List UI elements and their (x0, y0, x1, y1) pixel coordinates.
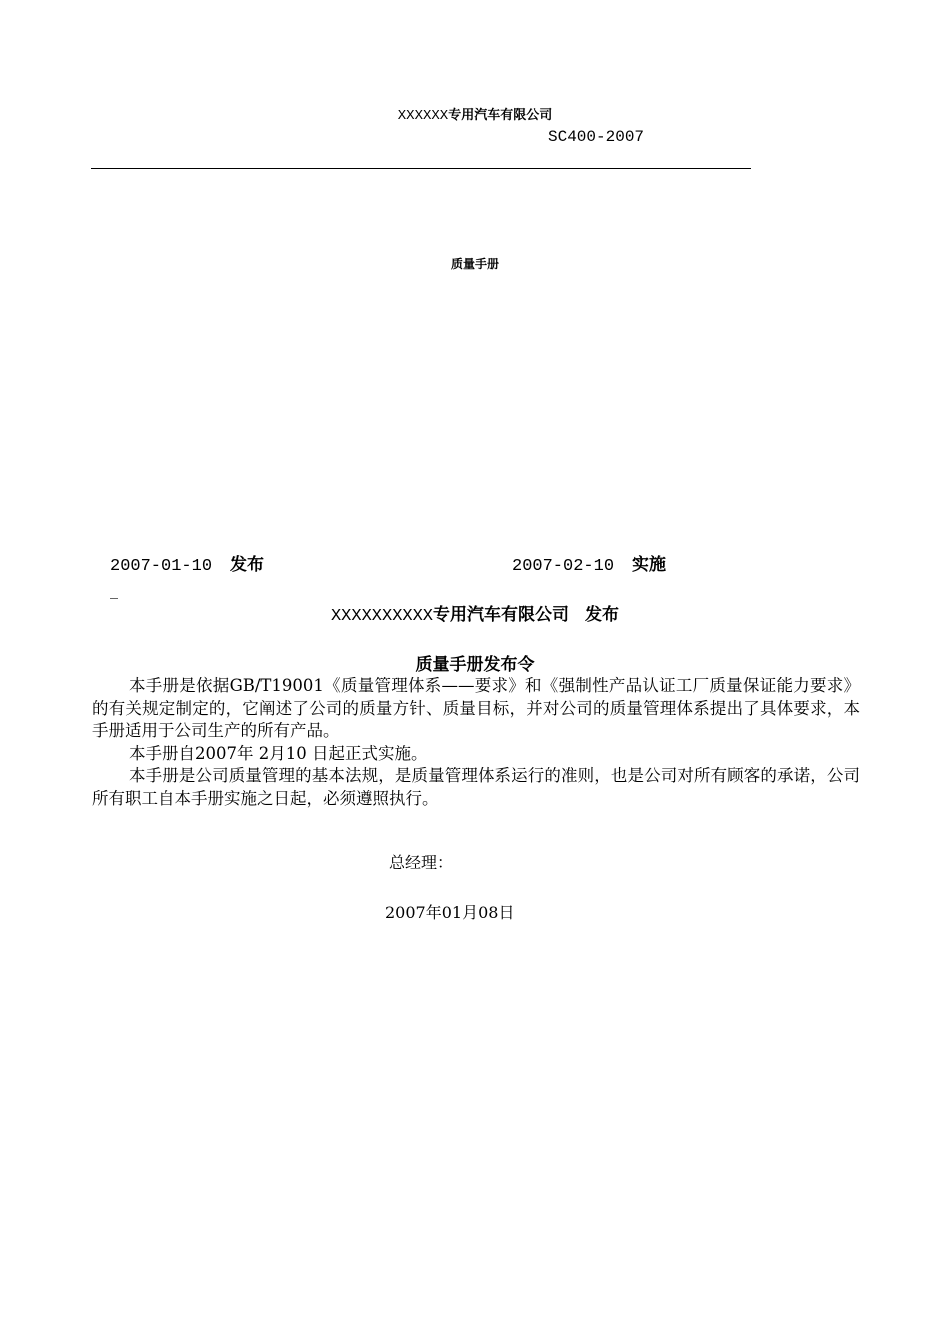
effective-date-line (512, 550, 666, 576)
release-order-title: 质量手册发布令 (415, 655, 535, 675)
paragraph-basis: 本手册是依据GB/T19001《质量管理体系——要求》和《强制性产品认证工厂质量保证能力要求》的有关规定制定的，它阐述了公司的质量方针、质量目标，并对公司的质量管理体系提出了具体要求，本手册适用于公司生产的所有产品。 (92, 676, 860, 740)
signature-date: 2007年01月08日 (385, 903, 515, 922)
issue-date-line (110, 550, 264, 576)
release-order-body (92, 675, 860, 810)
paragraph-regulation: 本手册是公司质量管理的基本法规，是质量管理体系运行的准则，也是公司对所有顾客的承诺，公司所有职工自本手册实施之日起，必须遵照执行。 (92, 766, 860, 808)
document-code: SC400-2007 (548, 128, 645, 146)
header-company (0, 104, 950, 124)
issue-date: 2007-01-10 (110, 557, 213, 576)
header-company-name: 专用汽车有限公司 (448, 108, 553, 123)
effective-label: 实施 (632, 555, 667, 575)
dash-mark: _ (110, 580, 118, 599)
paragraph-effective: 本手册自2007年 2月10 日起正式实施。 (129, 743, 428, 763)
issuer-prefix: XXXXXXXXXX (330, 607, 434, 626)
issuer-name: 专用汽车有限公司 (433, 605, 570, 625)
header-divider (91, 168, 751, 169)
issuer-action: 发布 (585, 605, 620, 625)
effective-date: 2007-02-10 (512, 557, 615, 576)
issue-label: 发布 (230, 555, 265, 575)
general-manager-label: 总经理： (389, 853, 454, 872)
header-company-prefix: XXXXXX (397, 108, 449, 124)
issuer-line (0, 600, 950, 626)
manual-title: 质量手册 (450, 257, 499, 271)
